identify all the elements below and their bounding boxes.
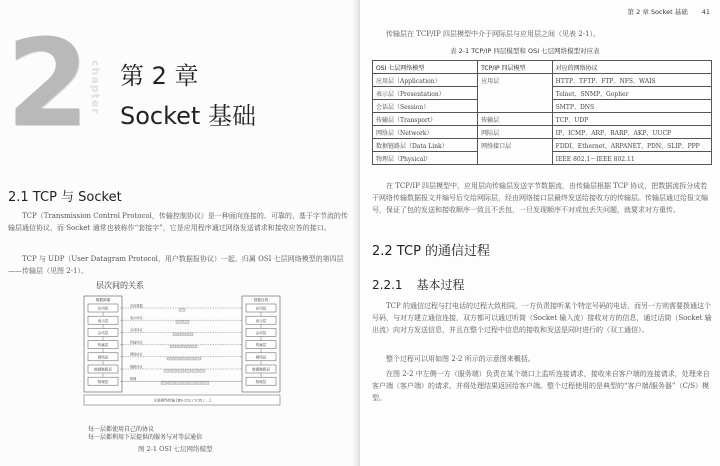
peer-flow-label: 网络协议 [130, 352, 143, 357]
peer-flow-label: 物理 [130, 377, 137, 381]
running-header [628, 7, 710, 16]
right-layer-label: 网络层 [255, 355, 267, 360]
table-cell: 数据链路层（Data Link） [373, 139, 478, 152]
subsection-title: 基本过程 [416, 278, 465, 292]
right-stack-head: 数据目的 [253, 298, 269, 302]
pdu-header-segment [167, 357, 173, 360]
table-cell: 会话层（Session） [373, 100, 478, 113]
osi-layer-diagram [82, 292, 282, 408]
pdu-header-segment [199, 370, 205, 373]
pdu-header-segment [171, 370, 177, 373]
left-layer-label: 数据链路层 [94, 367, 112, 372]
left-layer-label: 会话层 [97, 331, 109, 335]
table-row [373, 74, 712, 87]
table-cell: 网络接口层 [478, 139, 553, 165]
peer-flow-label: 传输协议 [130, 340, 143, 345]
table-cell: 传输层（Transport） [373, 113, 478, 126]
right-layer-label: 传输层 [255, 343, 267, 348]
figure-caption: 图 2-1 OSI 七层网络模型 [138, 445, 213, 453]
pdu-header-segment [189, 382, 195, 385]
table-header-cell: 对应的网络协议 [552, 61, 711, 74]
pdu-header-segment [188, 357, 194, 360]
table-row [373, 139, 712, 152]
table-cell: 网络层（Network） [373, 126, 478, 139]
table-cell: Telnet、SNMP、Gopher [552, 87, 711, 100]
diagram-title: 层次间的关系 [96, 281, 144, 290]
chapter-label: 第 2 章 [120, 62, 199, 90]
subsection-heading-2-2-1 [372, 276, 465, 293]
peer-flow-label: 表示协议 [130, 316, 143, 320]
diagram-note-1: 每一层都使用自己的协议 [88, 426, 155, 433]
pdu-header-segment [179, 309, 185, 312]
table-cell: IEEE 802.1～IEEE 802.11 [552, 152, 711, 165]
paragraph-figure-ref: 整个过程可以用如图 2-2 所示的示意图来概括。 [386, 355, 535, 363]
table-cell: 应用层 [478, 74, 553, 113]
paragraph-phone-analogy: TCP 的通信过程与打电话的过程大致相同，一方负责接听某个特定号码的电话，而另一方则需要拨通这个号码，与对方建立通信连接，双方都可以通过听筒（Socket 输入流）接收对方的信息，通过话筒（Socket 输出流）向对方发送信息，并且在整个过程中信息的接收和发送是同时进行的（双工通信）。 [372, 302, 712, 334]
left-layer-label: 表示层 [97, 318, 109, 323]
table-cell: HTTP、TFTP、FTP、NFS、WAIS [552, 74, 711, 87]
subsection-number: 2.2.1 [372, 278, 403, 292]
pdu-header-segment [177, 345, 183, 348]
right-layer-label: 会话层 [255, 331, 267, 335]
pdu-header-segment [184, 345, 190, 348]
pdu-header-segment [187, 333, 193, 336]
peer-flow-label: 应用数据 [130, 303, 143, 308]
peer-flow-label: 会话协议 [130, 328, 143, 333]
pdu-header-segment [185, 370, 191, 373]
left-layer-label: 网络层 [97, 355, 109, 360]
pdu-header-segment [181, 357, 187, 360]
pdu-header-segment [191, 345, 197, 348]
table-header-cell: TCP/IP 四层模型 [478, 61, 553, 74]
pdu-header-segment [195, 357, 201, 360]
table-cell: 传输层 [478, 113, 553, 126]
pdu-header-segment [170, 345, 176, 348]
table-cell: 应用层（Application） [373, 74, 478, 87]
peer-flow-label: 链路协议 [130, 364, 143, 369]
pdu-header-segment [180, 333, 186, 336]
paragraph-cs-model: 在图 2-2 中左侧一方（服务端）负责在某个端口上监听连接请求，接收来自客户端的连接请求，处理来自客户端（客户端）的请求，并将处理结果返回给客户端。整个过程使用的是典型的“客户端/服务器”（C/S）模型。 [372, 370, 710, 402]
right-layer-label: 应用层 [255, 306, 267, 311]
transmission-label: 互联网络传输 [RS-232 / V.35 / ...] [153, 398, 211, 403]
table-cell: SMTP、DNS [552, 100, 711, 113]
table-cell: 表示层（Presentation） [373, 87, 478, 100]
paragraph-table-intro: 传输层在 TCP/IP 四层模型中介于网际层与应用层之间（见表 2-1）。 [386, 30, 601, 38]
pdu-header-segment [173, 333, 179, 336]
left-layer-label: 传输层 [97, 343, 109, 348]
right-layer-label: 数据链路层 [252, 367, 270, 372]
paragraph-after-table: 在 TCP/IP 四层模型中，应用层向传输层发送字节数据流，由传输层根据 TCP 协议，把数据流拆分成若干网络传输数据报文并编号后交给网际层，经由网络接口层最终发送给接收方的传输层。传输层通过给报文编号，保证了包的发送和接收顺序一致且不丢包，一旦发现顺序不对或包丢失问题，就要求对方重传。 [372, 182, 708, 214]
table-cell: 物理层（Physical） [373, 152, 478, 165]
pdu-header-segment [183, 321, 189, 324]
pdu-header-segment [168, 382, 174, 385]
pdu-header-segment [178, 370, 184, 373]
table-cell: 网际层 [478, 126, 553, 139]
table-header-row [373, 61, 712, 74]
chapter-graphic [6, 15, 102, 154]
right-layer-label: 物理层 [255, 379, 267, 384]
chapter-word: chapter [89, 60, 102, 115]
pdu-header-segment [203, 382, 209, 385]
left-layer-label: 物理层 [97, 379, 109, 384]
header-chapter: 第 2 章 Socket 基础 [627, 8, 688, 16]
pdu-header-segment [164, 370, 170, 373]
pdu-header-segment [182, 382, 188, 385]
paragraph-tcp-udp: TCP 与 UDP（User Datagram Protocol，用户数据报协议）一起，归属 OSI 七层网络模型的第四层——传输层（见图 2-1）。 [8, 255, 344, 275]
chapter-number: 2 [6, 15, 90, 154]
pdu-header-segment [196, 382, 202, 385]
left-layer-label: 应用层 [97, 306, 109, 311]
table-cell: TCP、UDP [552, 113, 711, 126]
page-number: 41 [701, 8, 710, 16]
pdu-header-segment [175, 382, 181, 385]
section-heading-2-2: 2.2 TCP 的通信过程 [372, 244, 491, 259]
osi-tcpip-table [372, 60, 712, 165]
pdu-header-segment [192, 370, 198, 373]
table-cell: IP、ICMP、ARP、RARP、AKP、UUCP [552, 126, 711, 139]
section-heading-2-1: 2.1 TCP 与 Socket [8, 190, 122, 205]
right-layer-label: 表示层 [255, 318, 267, 323]
table-row [373, 113, 712, 126]
chapter-name: Socket 基础 [120, 102, 256, 130]
pdu-header-segment [174, 357, 180, 360]
pdu-header-segment [176, 321, 182, 324]
pdu-header-segment [161, 382, 167, 385]
paragraph-tcp-definition: TCP（Transmission Control Protocol，传输控制协议）是一种面向连接的、可靠的、基于字节流的传输层通信协议，而 Socket 通常也被称作“套接字”，它是应用程序通过网络发送请求和接收应答的接口。 [8, 212, 348, 232]
table-row [373, 126, 712, 139]
table-header-cell: OSI 七层网络模型 [373, 61, 478, 74]
left-stack-head: 数据源端 [95, 298, 111, 302]
table-cell: FDDI、Ethernet、ARPANET、PDN、SLIP、PPP [552, 139, 711, 152]
diagram-note-2: 每一层都利用下层提供的服务与对等层通信 [88, 434, 203, 441]
table-caption: 表 2-1 TCP/IP 四层模型和 OSI 七层网络模型对应表 [450, 47, 600, 55]
